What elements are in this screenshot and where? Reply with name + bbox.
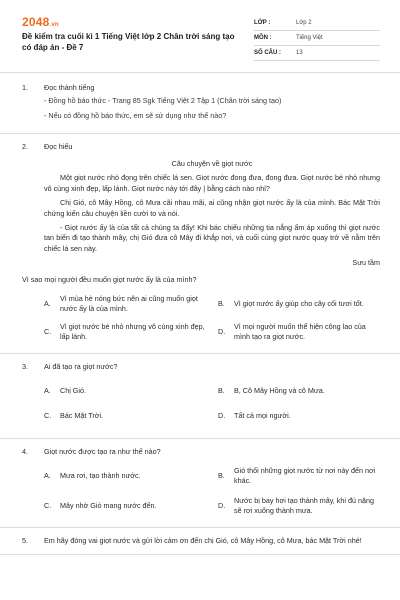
option-a[interactable] [44,465,206,487]
question-prompt: Vì sao mọi người đều muốn giọt nước ấy là của mình? [22,274,197,284]
option-d[interactable] [218,321,380,343]
option-a[interactable] [44,381,206,403]
option-d[interactable] [218,406,380,428]
option-text: Mây nhờ Gió mang nước đến. [60,500,157,510]
option-text: Tất cả mọi người. [234,411,291,421]
site-logo[interactable] [22,14,59,31]
meta-row-subject [254,31,380,46]
question-number: 3. [22,362,28,372]
page-title: Đề kiểm tra cuối kì 1 Tiếng Việt lớp 2 Chân trời sáng tạo có đáp án - Đề 7 [22,32,235,52]
question-number: 2. [22,142,28,152]
meta-key: MÔN : [254,35,272,41]
story-source: Sưu tầm [352,258,380,268]
question-number: 5. [22,536,28,545]
meta-value: Lớp 2 [296,20,312,26]
option-b[interactable] [218,381,380,403]
story-paragraph: Một giọt nước nhỏ đọng trên chiếc lá sen. Giọt nước đong đưa, đong đưa. Giọt nước bé nhỏ nhưng vô cùng xinh đẹp, lấp lánh. Giọt nước này tới đây | bằng cách nào nhỉ? [44,173,380,193]
option-text: Nước bị bay hơi tạo thành mây, khi đủ nặng sẽ rơi xuống thành mưa. [234,495,374,515]
questions-list [22,80,380,555]
option-text: Vì giọt nước ấy giúp cho cây cối tươi tốt. [234,298,364,308]
option-d[interactable] [218,495,380,517]
question-heading: Em hãy đóng vai giọt nước và gửi lời cảm ơn đến chị Gió, cô Mây Hồng, cô Mưa, bác Mặt Trời nhé! [44,536,362,545]
option-text: B, Cô Mây Hồng và cô Mưa. [234,386,325,396]
story-paragraph: - Giọt nước ấy là của tất cả chúng ta đấy! Khi bác chiếu những tia nắng ấm áp xuống thì giọt nước tan biến đi tạo thành mây, chị Gió đưa cô Mây đi khắp nơi, và cuối cùng giọt nước quay trở về nằm trên chiếc lá sen này. [44,222,380,253]
option-c[interactable] [44,495,206,517]
story-title: Câu chuyện về giọt nước [171,158,253,168]
question-1 [22,80,380,133]
question-5 [22,528,380,554]
option-label: B. [218,470,225,480]
option-label: A. [44,386,51,396]
meta-row-count [254,46,380,61]
meta-box [254,16,380,61]
option-label: A. [44,470,51,480]
answer-options [44,465,380,517]
option-label: C. [44,500,52,510]
question-number: 4. [22,446,28,456]
option-text: Mưa rơi, tạo thành nước. [60,470,141,480]
option-text: Gió thổi những giọt nước từ nơi này đến nơi khác. [234,465,376,485]
question-heading: Ai đã tạo ra giọt nước? [44,362,118,372]
question-heading: Đọc thành tiếng [44,83,95,92]
page-header [22,14,380,64]
story-paragraph: Chị Gió, cô Mây Hồng, cô Mưa cãi nhau mãi, ai cũng nhận giọt nước ấy là của mình. Bác Mặt Trời chứng kiến câu chuyện liền cười to và nói. [44,198,380,218]
meta-key: LỚP : [254,20,271,26]
meta-value: 13 [296,50,303,56]
option-label: D. [218,326,226,336]
option-text: Vì mùa hè nóng bức nên ai cũng muốn giọt nước ấy là của mình. [60,293,198,314]
option-label: D. [218,500,226,510]
divider [0,554,400,555]
question-number: 1. [22,83,28,92]
meta-value: Tiếng Việt [296,35,323,41]
option-label: C. [44,326,52,336]
meta-key: SỐ CÂU : [254,50,281,56]
meta-row-class [254,16,380,31]
option-label: B. [218,298,225,308]
question-heading: Giọt nước được tạo ra như thế nào? [44,446,161,456]
question-2 [22,134,380,353]
question-3 [22,354,380,437]
answer-options [44,293,380,343]
option-c[interactable] [44,321,206,343]
question-4 [22,439,380,527]
option-label: D. [218,411,226,421]
option-text: Vì mọi người muốn thể hiện công lao của mình tạo ra giọt nước. [234,321,366,342]
logo-suffix: .vn [49,22,59,28]
option-b[interactable] [218,293,380,315]
option-b[interactable] [218,465,380,487]
option-text: Chị Gió. [60,386,86,396]
answer-options [44,381,380,428]
option-c[interactable] [44,406,206,428]
option-label: A. [44,298,51,308]
option-text: Vì giọt nước bé nhỏ nhưng vô cùng xinh đẹp, lấp lánh. [60,321,205,342]
option-text: Bác Mặt Trời. [60,411,104,421]
logo-main: 2048 [22,15,50,29]
option-label: B. [218,386,225,396]
option-a[interactable] [44,293,206,315]
question-line: - Đồng hồ báo thức - Trang 85 Sgk Tiếng Việt 2 Tập 1 (Chân trời sáng tạo) [44,96,282,106]
header-divider [0,72,400,73]
question-line: - Nếu có đồng hồ báo thức, em sẽ sử dụng như thế nào? [44,110,227,120]
question-heading: Đọc hiểu [44,142,73,152]
option-label: C. [44,411,52,421]
